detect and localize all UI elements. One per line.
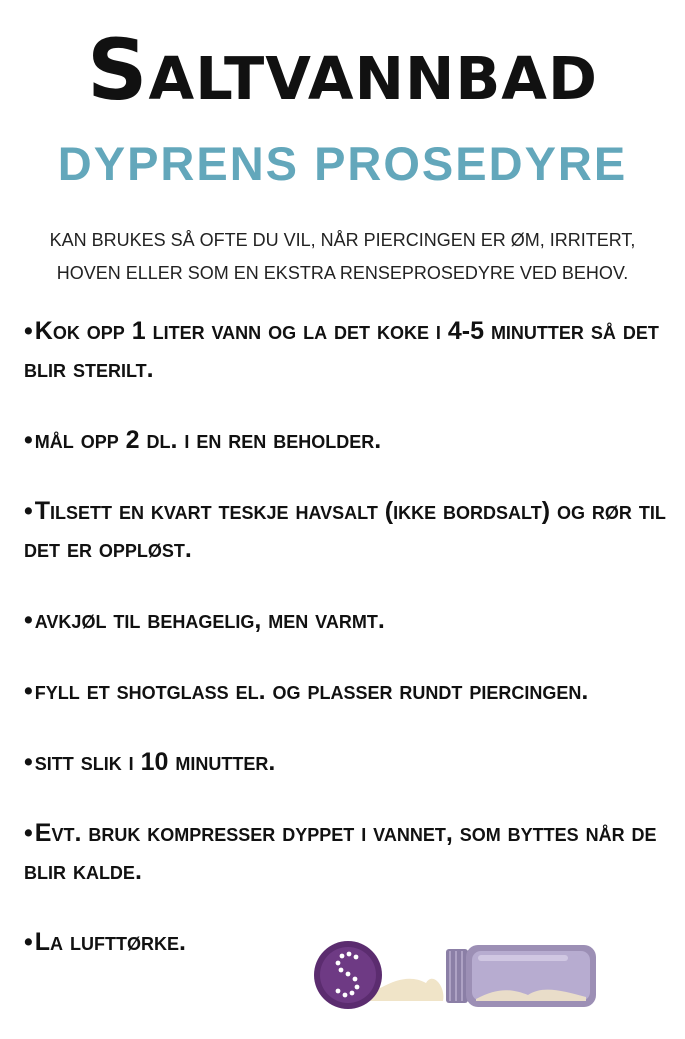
- step-item: [24, 672, 676, 710]
- intro-text: [10, 224, 675, 290]
- bullet-icon: •: [24, 677, 33, 705]
- step-item: [24, 814, 676, 890]
- procedure-steps: [24, 312, 676, 961]
- step-text: Evt. bruk kompresser dyppet i vannet, som byttes når de blir kalde.: [24, 819, 657, 885]
- bullet-icon: •: [24, 606, 33, 634]
- bullet-icon: •: [24, 928, 33, 956]
- step-item: [24, 601, 676, 639]
- step-text: avkjøl til behagelig, men varmt.: [34, 606, 385, 634]
- step-text: fyll et shotglass el. og plasser rundt piercingen.: [34, 677, 589, 705]
- intro-line-2: HOVEN ELLER SOM EN EKSTRA RENSEPROSEDYRE VED BEHOV.: [56, 263, 629, 283]
- step-item: [24, 421, 676, 459]
- step-item: [24, 492, 676, 568]
- page-title: Saltvannbad: [87, 21, 598, 119]
- step-text: sitt slik i 10 minutter.: [34, 748, 276, 776]
- bullet-icon: •: [24, 819, 33, 847]
- step-item: [24, 312, 676, 388]
- step-text: Tilsett en kvart teskje havsalt (ikke bordsalt) og rør til det er oppløst.: [24, 497, 666, 563]
- salt-shaker-and-jar-icon: [308, 935, 608, 1015]
- intro-line-1: KAN BRUKES SÅ OFTE DU VIL, NÅR PIERCINGEN ER ØM, IRRITERT,: [49, 230, 636, 250]
- step-text: mål opp 2 dl. i en ren beholder.: [34, 426, 382, 454]
- bullet-icon: •: [24, 426, 33, 454]
- bullet-icon: •: [24, 748, 33, 776]
- step-text: La lufttørke.: [34, 928, 186, 956]
- page-subtitle: DYPRENS PROSEDYRE: [57, 137, 628, 190]
- glass-jar: [446, 945, 596, 1007]
- step-text: Kok opp 1 liter vann og la det koke i 4-5 minutter så det blir sterilt.: [24, 317, 659, 383]
- bullet-icon: •: [24, 317, 33, 345]
- step-item: [24, 743, 676, 781]
- bullet-icon: •: [24, 497, 33, 525]
